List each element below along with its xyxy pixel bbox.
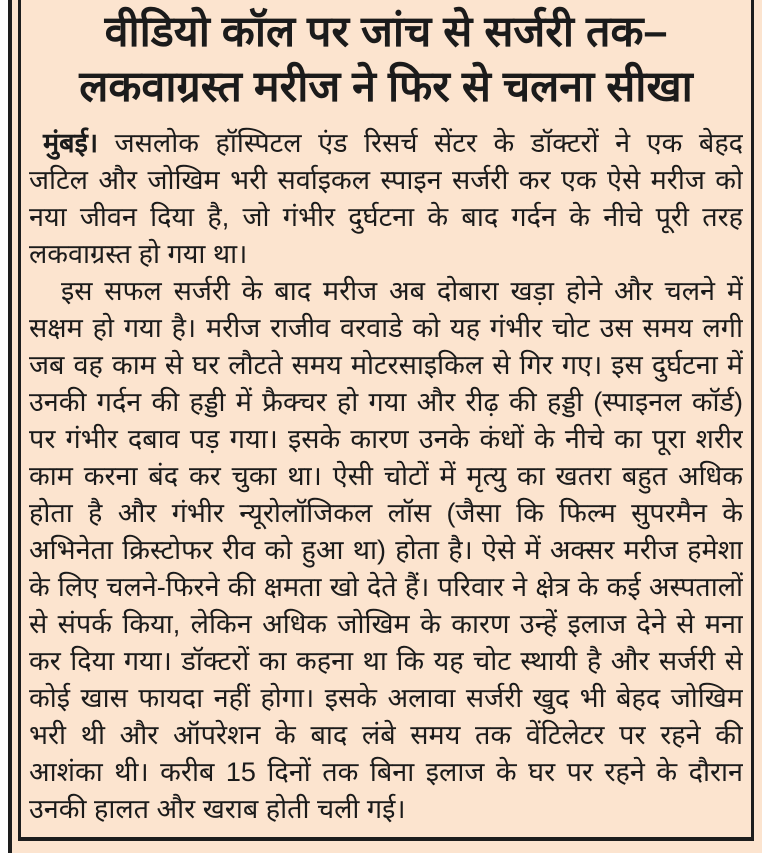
article-line: कर दिया गया। डॉक्टरों का कहना था कि यह चोट स्थायी है और सर्जरी से	[29, 646, 743, 676]
article-line: उनकी गर्दन की हड्डी में फ्रैक्चर हो गया और रीढ़ की हड्डी (स्पाइनल कॉर्ड)	[29, 387, 743, 417]
article-line: जटिल और जोखिम भरी सर्वाइकल स्पाइन सर्जरी कर एक ऐसे मरीज को	[29, 165, 743, 195]
article-line	[29, 125, 743, 162]
article-line: अभिनेता क्रिस्टोफर रीव को हुआ था) होता है। ऐसे में अक्सर मरीज हमेशा	[29, 535, 743, 565]
article-line: आशंका थी। करीब 15 दिनों तक बिना इलाज के घर पर रहने के दौरान	[29, 757, 743, 787]
article-line: काम करना बंद कर चुका था। ऐसी चोटों में मृत्यु का खतरा बहुत अधिक	[29, 461, 743, 491]
article-headline	[21, 0, 751, 115]
article-line: पर गंभीर दबाव पड़ गया। इसके कारण उनके कंधों के नीचे का पूरा शरीर	[29, 424, 743, 454]
article-line: से संपर्क किया, लेकिन अधिक जोखिम के कारण उन्हें इलाज देने से मना	[29, 609, 743, 639]
article-line: नया जीवन दिया है, जो गंभीर दुर्घटना के बाद गर्दन के नीचे पूरी तरह	[29, 202, 743, 232]
column-rule	[8, 0, 12, 853]
article-line: उनकी हालत और खराब होती चली गई।	[29, 794, 406, 824]
article-line-text: जसलोक हॉस्पिटल एंड रिसर्च सेंटर के डॉक्टरों ने एक बेहद	[98, 128, 743, 158]
article-box	[18, 0, 754, 841]
headline-line-1: वीडियो कॉल पर जांच से सर्जरी तक–	[104, 8, 668, 56]
article-line: इस सफल सर्जरी के बाद मरीज अब दोबारा खड़ा होने और चलने में	[61, 276, 743, 306]
article-line: लकवाग्रस्त हो गया था।	[29, 239, 248, 269]
article-line: कोई खास फायदा नहीं होगा। इसके अलावा सर्जरी खुद भी बेहद जोखिम	[29, 683, 743, 713]
outer-margin	[0, 0, 8, 853]
article-line: के लिए चलने-फिरने की क्षमता खो देते हैं। परिवार ने क्षेत्र के कई अस्पतालों	[29, 572, 743, 602]
article-line: जब वह काम से घर लौटते समय मोटरसाइकिल से गिर गए। इस दुर्घटना में	[29, 350, 743, 380]
article-line: होता है और गंभीर न्यूरोलॉजिकल लॉस (जैसा कि फिल्म सुपरमैन के	[29, 498, 743, 528]
headline-line-2: लकवाग्रस्त मरीज ने फिर से चलना सीखा	[79, 63, 693, 111]
article-body	[21, 115, 751, 828]
dateline: मुंबई।	[43, 128, 99, 158]
article-line: सक्षम हो गया है। मरीज राजीव वरवाडे को यह गंभीर चोट उस समय लगी	[29, 313, 743, 343]
article-line: भरी थी और ऑपरेशन के बाद लंबे समय तक वेंटिलेटर पर रहने की	[29, 720, 743, 750]
